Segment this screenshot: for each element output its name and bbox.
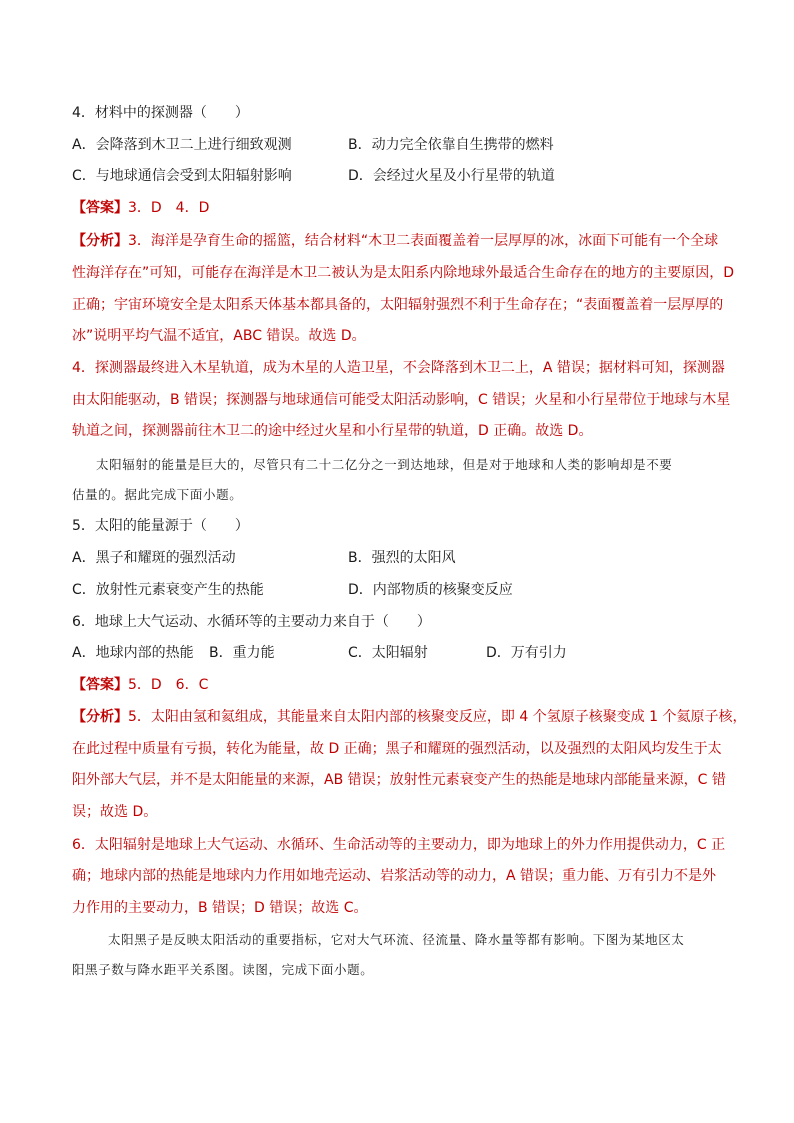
analysis-6-line-3: 力作用的主要动力，B 错误；D 错误；故选 C。 bbox=[72, 900, 368, 916]
analysis-5-line-3: 阳外部大气层，并不是太阳能量的来源，AB 错误；放射性元素衰变产生的热能是地球内部能量来源，C 错 bbox=[72, 772, 726, 788]
answer-text: 3．D 4．D bbox=[128, 200, 210, 216]
answer-block-1 bbox=[72, 198, 209, 218]
analysis-tag: 【分析】 bbox=[72, 709, 128, 725]
analysis-4-line-2: 由太阳能驱动，B 错误；探测器与地球通信可能受太阳活动影响，C 错误；火星和小行星带位于地球与木星 bbox=[72, 392, 731, 408]
question-5-option-a: A．黑子和耀斑的强烈活动 bbox=[72, 550, 236, 566]
analysis-5-line-4: 误；故选 D。 bbox=[72, 804, 158, 820]
material-3-line-2: 阳黑子数与降水距平关系图。读图，完成下面小题。 bbox=[72, 962, 374, 977]
analysis-5-line-1 bbox=[72, 707, 747, 727]
analysis-3-line-4: 冰”说明平均气温不适宜，ABC 错误。故选 D。 bbox=[72, 328, 366, 344]
question-6-stem: 6．地球上大气运动、水循环等的主要动力来自于（ ） bbox=[72, 614, 431, 630]
question-4-option-b: B．动力完全依靠自生携带的燃料 bbox=[348, 137, 554, 153]
analysis-text: 3．海洋是孕育生命的摇篮，结合材料“木卫二表面覆盖着一层厚厚的冰，冰面下可能有一个全球 bbox=[128, 233, 719, 249]
question-6-option-b: B．重力能 bbox=[209, 645, 275, 661]
question-5-option-b: B．强烈的太阳风 bbox=[348, 550, 456, 566]
analysis-5-line-2: 在此过程中质量有亏损，转化为能量，故 D 正确；黑子和耀斑的强烈活动，以及强烈的太阳风均发生于太 bbox=[72, 741, 722, 757]
question-5-option-c: C．放射性元素衰变产生的热能 bbox=[72, 582, 264, 598]
question-6-option-c: C．太阳辐射 bbox=[348, 645, 428, 661]
question-4-option-a: A．会降落到木卫二上进行细致观测 bbox=[72, 137, 292, 153]
question-4-option-c: C．与地球通信会受到太阳辐射影响 bbox=[72, 168, 292, 184]
analysis-3-line-1 bbox=[72, 231, 718, 251]
answer-tag: 【答案】 bbox=[72, 200, 128, 216]
analysis-3-line-2: 性海洋存在”可知，可能存在海洋是木卫二被认为是太阳系内除地球外最适合生命存在的地方的主要原因，D bbox=[72, 265, 735, 281]
analysis-6-line-1: 6．太阳辐射是地球上大气运动、水循环、生命活动等的主要动力，即为地球上的外力作用提供动力，C 正 bbox=[72, 837, 726, 853]
material-3-line-1: 太阳黑子是反映太阳活动的重要指标，它对大气环流、径流量、降水量等都有影响。下图为某地区太 bbox=[108, 932, 685, 947]
analysis-tag: 【分析】 bbox=[72, 233, 128, 249]
question-5-stem: 5．太阳的能量源于（ ） bbox=[72, 518, 249, 534]
material-2-line-2: 估量的。据此完成下面小题。 bbox=[72, 487, 243, 502]
answer-tag: 【答案】 bbox=[72, 677, 128, 693]
analysis-4-line-3: 轨道之间，探测器前往木卫二的途中经过火星和小行星带的轨道，D 正确。故选 D。 bbox=[72, 423, 593, 439]
analysis-3-line-3: 正确；宇宙环境安全是太阳系天体基本都具备的，太阳辐射强烈不利于生命存在；“表面覆盖着一层厚厚的 bbox=[72, 297, 724, 313]
question-4-option-d: D．会经过火星及小行星带的轨道 bbox=[348, 168, 555, 184]
analysis-4-line-1: 4．探测器最终进入木星轨道，成为木星的人造卫星，不会降落到木卫二上，A 错误；据材料可知，探测器 bbox=[72, 360, 725, 376]
material-2-line-1: 太阳辐射的能量是巨大的，尽管只有二十二亿分之一到达地球，但是对于地球和人类的影响却是不要 bbox=[96, 457, 673, 472]
analysis-6-line-2: 确；地球内部的热能是地球内力作用如地壳运动、岩浆活动等的动力，A 错误；重力能、万有引力不是外 bbox=[72, 868, 717, 884]
question-4-stem: 4．材料中的探测器（ ） bbox=[72, 105, 249, 121]
question-6-option-d: D．万有引力 bbox=[486, 645, 567, 661]
answer-text: 5．D 6．C bbox=[128, 677, 209, 693]
question-5-option-d: D．内部物质的核聚变反应 bbox=[348, 582, 513, 598]
analysis-text: 5．太阳由氢和氦组成，其能量来自太阳内部的核聚变反应，即 4 个氢原子核聚变成 1 个氦原子核， bbox=[128, 709, 747, 725]
question-6-option-a: A．地球内部的热能 bbox=[72, 645, 194, 661]
answer-block-2 bbox=[72, 675, 208, 695]
